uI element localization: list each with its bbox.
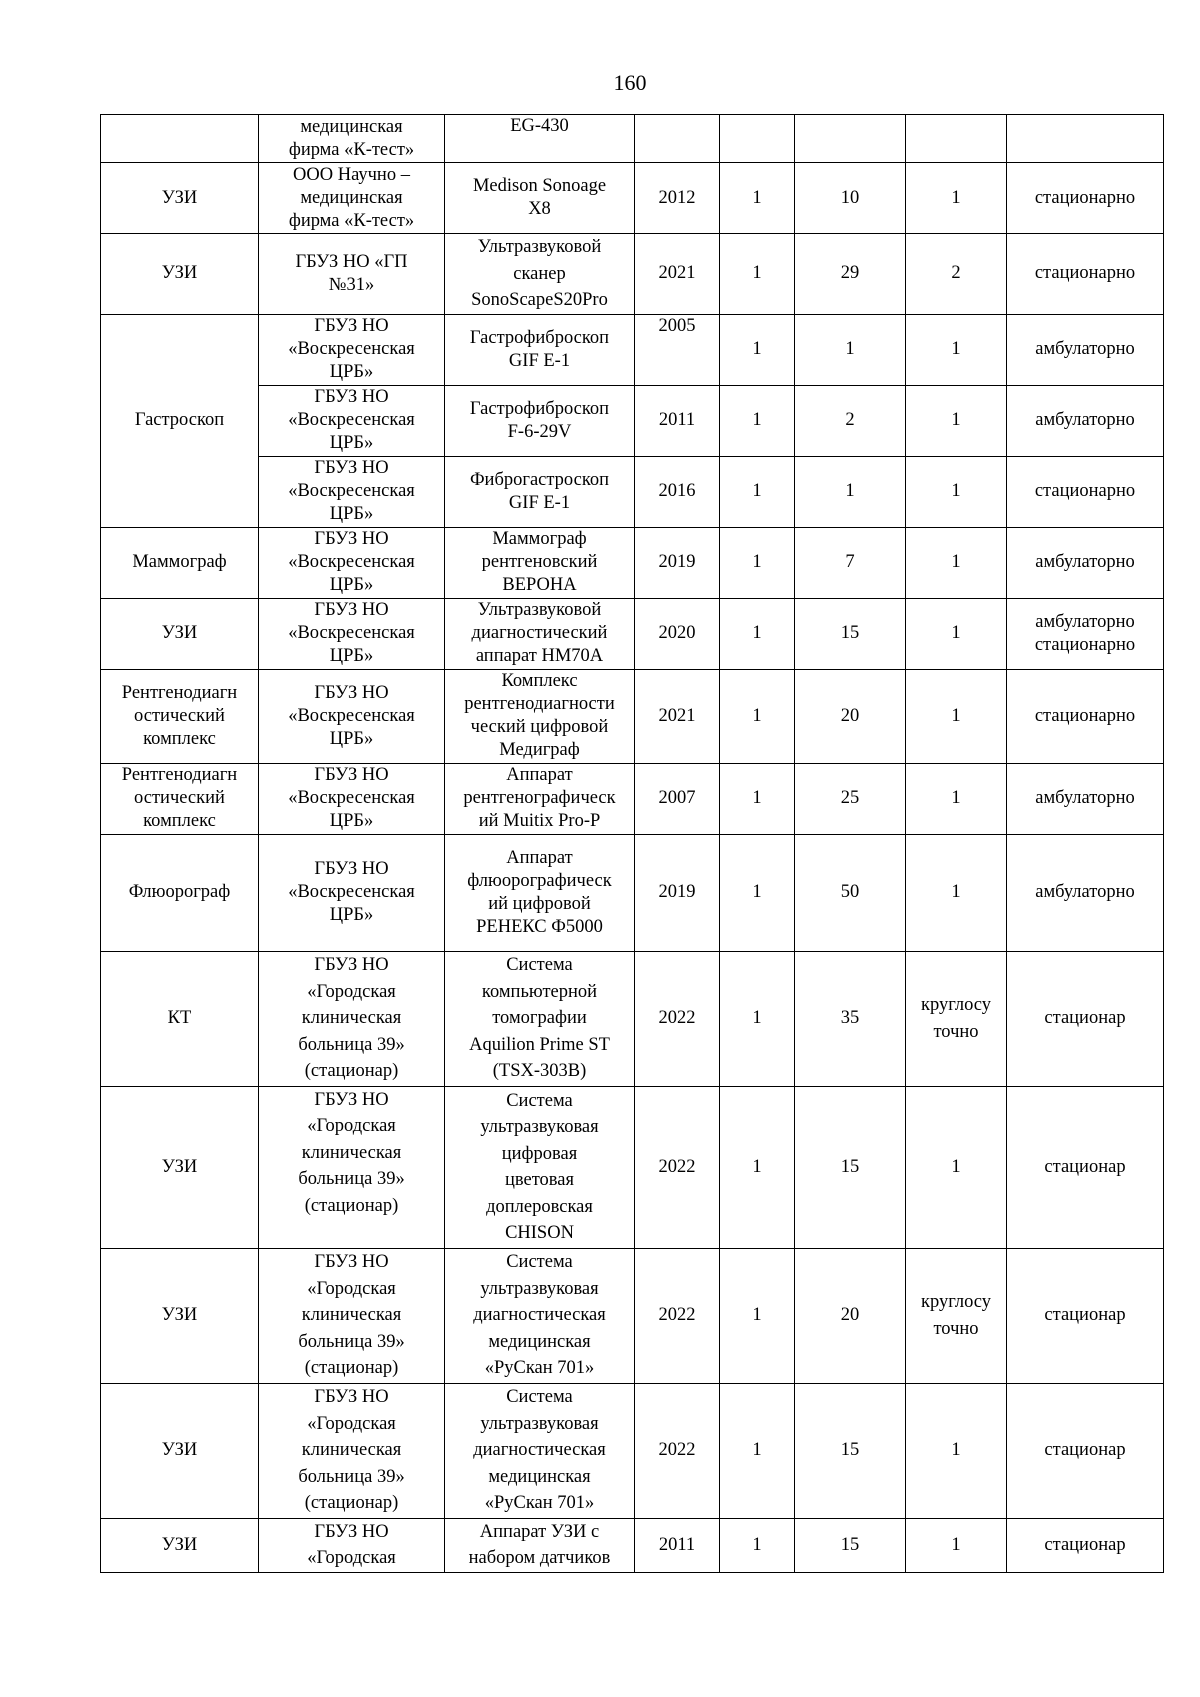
cell-type: УЗИ bbox=[101, 1383, 259, 1518]
cell-load: 7 bbox=[795, 527, 906, 598]
cell-shifts bbox=[906, 115, 1007, 163]
table-row bbox=[101, 314, 1164, 385]
cell-type: УЗИ bbox=[101, 234, 259, 315]
cell-count: 1 bbox=[720, 385, 795, 456]
cell-year bbox=[635, 115, 720, 163]
cell-mode: стационар bbox=[1007, 1248, 1164, 1383]
cell-model: EG-430 bbox=[445, 115, 635, 163]
cell-mode: стационарно bbox=[1007, 669, 1164, 763]
cell-shifts: 1 bbox=[906, 598, 1007, 669]
table-row bbox=[101, 1518, 1164, 1572]
cell-shifts: 2 bbox=[906, 234, 1007, 315]
cell-mode: стационар bbox=[1007, 1086, 1164, 1248]
cell-count: 1 bbox=[720, 1383, 795, 1518]
cell-mode: амбулаторно bbox=[1007, 763, 1164, 834]
cell-model: Система компьютерной томографии Aquilion Prime ST (TSX-303B) bbox=[445, 951, 635, 1086]
cell-model: Система ультразвуковая цифровая цветовая доплеровская CHISON bbox=[445, 1086, 635, 1248]
cell-type: УЗИ bbox=[101, 598, 259, 669]
table-row bbox=[101, 1248, 1164, 1383]
cell-count: 1 bbox=[720, 598, 795, 669]
cell-mode: стационар bbox=[1007, 1518, 1164, 1572]
cell-model: Гастрофиброскоп GIF E-1 bbox=[445, 314, 635, 385]
table-row bbox=[101, 385, 1164, 456]
cell-year: 2012 bbox=[635, 163, 720, 234]
cell-mode bbox=[1007, 115, 1164, 163]
cell-load: 15 bbox=[795, 1383, 906, 1518]
cell-year: 2019 bbox=[635, 527, 720, 598]
cell-shifts: круглосу точно bbox=[906, 951, 1007, 1086]
cell-type: Рентгенодиагн остический комплекс bbox=[101, 669, 259, 763]
cell-type: Гастроскоп bbox=[101, 314, 259, 527]
cell-type: Рентгенодиагн остический комплекс bbox=[101, 763, 259, 834]
cell-org: ГБУЗ НО «Городская bbox=[259, 1518, 445, 1572]
cell-model: Фиброгастроскоп GIF E-1 bbox=[445, 456, 635, 527]
cell-mode: амбулаторно bbox=[1007, 527, 1164, 598]
cell-load: 35 bbox=[795, 951, 906, 1086]
cell-org: ГБУЗ НО «Воскресенская ЦРБ» bbox=[259, 385, 445, 456]
cell-type: Флюорограф bbox=[101, 834, 259, 951]
cell-org: ГБУЗ НО «Воскресенская ЦРБ» bbox=[259, 527, 445, 598]
cell-shifts: 1 bbox=[906, 1383, 1007, 1518]
cell-shifts: 1 bbox=[906, 763, 1007, 834]
cell-count: 1 bbox=[720, 1518, 795, 1572]
cell-count: 1 bbox=[720, 951, 795, 1086]
page-number: 160 bbox=[613, 70, 647, 95]
cell-mode: амбулаторно bbox=[1007, 385, 1164, 456]
cell-load: 20 bbox=[795, 1248, 906, 1383]
cell-count: 1 bbox=[720, 834, 795, 951]
cell-load: 25 bbox=[795, 763, 906, 834]
table-row bbox=[101, 234, 1164, 315]
cell-load: 15 bbox=[795, 598, 906, 669]
cell-count: 1 bbox=[720, 163, 795, 234]
cell-org: ГБУЗ НО «Городская клиническая больница 39» (стационар) bbox=[259, 1248, 445, 1383]
cell-shifts: 1 bbox=[906, 1518, 1007, 1572]
cell-type: КТ bbox=[101, 951, 259, 1086]
table-row bbox=[101, 763, 1164, 834]
cell-model: Комплекс рентгенодиагности ческий цифровой Медиграф bbox=[445, 669, 635, 763]
cell-count: 1 bbox=[720, 1086, 795, 1248]
equipment-table bbox=[100, 114, 1164, 1573]
table-row bbox=[101, 163, 1164, 234]
cell-load: 15 bbox=[795, 1518, 906, 1572]
cell-mode: стационарно bbox=[1007, 163, 1164, 234]
cell-type: Маммограф bbox=[101, 527, 259, 598]
cell-year: 2007 bbox=[635, 763, 720, 834]
cell-count: 1 bbox=[720, 1248, 795, 1383]
cell-year: 2022 bbox=[635, 1383, 720, 1518]
cell-shifts: 1 bbox=[906, 385, 1007, 456]
cell-model: Маммограф рентгеновский ВЕРОНА bbox=[445, 527, 635, 598]
cell-year: 2011 bbox=[635, 1518, 720, 1572]
cell-mode: стационарно bbox=[1007, 456, 1164, 527]
cell-year: 2020 bbox=[635, 598, 720, 669]
cell-model: Аппарат рентгенографическ ий Muitix Pro-P bbox=[445, 763, 635, 834]
cell-org: ГБУЗ НО «Воскресенская ЦРБ» bbox=[259, 834, 445, 951]
cell-org: ГБУЗ НО «Воскресенская ЦРБ» bbox=[259, 456, 445, 527]
cell-year: 2022 bbox=[635, 1248, 720, 1383]
cell-org: ООО Научно – медицинская фирма «К-тест» bbox=[259, 163, 445, 234]
cell-year: 2021 bbox=[635, 669, 720, 763]
cell-count: 1 bbox=[720, 314, 795, 385]
cell-year: 2022 bbox=[635, 1086, 720, 1248]
cell-load: 20 bbox=[795, 669, 906, 763]
table-row bbox=[101, 456, 1164, 527]
cell-org: ГБУЗ НО «Воскресенская ЦРБ» bbox=[259, 763, 445, 834]
table-row bbox=[101, 1086, 1164, 1248]
cell-mode: амбулаторно bbox=[1007, 314, 1164, 385]
cell-shifts: 1 bbox=[906, 456, 1007, 527]
cell-shifts: 1 bbox=[906, 834, 1007, 951]
cell-load: 29 bbox=[795, 234, 906, 315]
cell-model: Аппарат флюорографическ ий цифровой РЕНЕКС Ф5000 bbox=[445, 834, 635, 951]
cell-load: 1 bbox=[795, 456, 906, 527]
cell-model: Гастрофиброскоп F-6-29V bbox=[445, 385, 635, 456]
cell-year: 2022 bbox=[635, 951, 720, 1086]
cell-model: Medison Sonoage X8 bbox=[445, 163, 635, 234]
cell-shifts: 1 bbox=[906, 163, 1007, 234]
cell-load: 15 bbox=[795, 1086, 906, 1248]
cell-org: ГБУЗ НО «Воскресенская ЦРБ» bbox=[259, 669, 445, 763]
cell-type: УЗИ bbox=[101, 1086, 259, 1248]
cell-model: Ультразвуковой диагностический аппарат HM70A bbox=[445, 598, 635, 669]
table-row bbox=[101, 669, 1164, 763]
cell-model: Система ультразвуковая диагностическая медицинская «РуСкан 701» bbox=[445, 1383, 635, 1518]
cell-shifts: 1 bbox=[906, 1086, 1007, 1248]
cell-year: 2019 bbox=[635, 834, 720, 951]
cell-org: ГБУЗ НО «Воскресенская ЦРБ» bbox=[259, 598, 445, 669]
cell-load: 50 bbox=[795, 834, 906, 951]
cell-year: 2016 bbox=[635, 456, 720, 527]
cell-type: УЗИ bbox=[101, 163, 259, 234]
cell-count: 1 bbox=[720, 527, 795, 598]
cell-org: ГБУЗ НО «Воскресенская ЦРБ» bbox=[259, 314, 445, 385]
table-row bbox=[101, 834, 1164, 951]
cell-mode: амбулаторно стационарно bbox=[1007, 598, 1164, 669]
cell-mode: стационар bbox=[1007, 1383, 1164, 1518]
cell-year: 2011 bbox=[635, 385, 720, 456]
cell-load bbox=[795, 115, 906, 163]
cell-org: медицинская фирма «К-тест» bbox=[259, 115, 445, 163]
cell-shifts: 1 bbox=[906, 669, 1007, 763]
table-row bbox=[101, 1383, 1164, 1518]
cell-model: Система ультразвуковая диагностическая медицинская «РуСкан 701» bbox=[445, 1248, 635, 1383]
cell-org: ГБУЗ НО «ГП №31» bbox=[259, 234, 445, 315]
cell-load: 1 bbox=[795, 314, 906, 385]
cell-year: 2021 bbox=[635, 234, 720, 315]
cell-year: 2005 bbox=[635, 314, 720, 385]
cell-mode: стационар bbox=[1007, 951, 1164, 1086]
table-row bbox=[101, 527, 1164, 598]
cell-count: 1 bbox=[720, 234, 795, 315]
table-row bbox=[101, 951, 1164, 1086]
cell-shifts: 1 bbox=[906, 314, 1007, 385]
table-row bbox=[101, 598, 1164, 669]
cell-load: 10 bbox=[795, 163, 906, 234]
cell-mode: амбулаторно bbox=[1007, 834, 1164, 951]
cell-shifts: круглосу точно bbox=[906, 1248, 1007, 1383]
cell-count: 1 bbox=[720, 763, 795, 834]
cell-type: УЗИ bbox=[101, 1248, 259, 1383]
table-row bbox=[101, 115, 1164, 163]
cell-org: ГБУЗ НО «Городская клиническая больница 39» (стационар) bbox=[259, 1383, 445, 1518]
cell-org: ГБУЗ НО «Городская клиническая больница 39» (стационар) bbox=[259, 951, 445, 1086]
cell-load: 2 bbox=[795, 385, 906, 456]
cell-type: УЗИ bbox=[101, 1518, 259, 1572]
cell-count: 1 bbox=[720, 456, 795, 527]
cell-org: ГБУЗ НО «Городская клиническая больница 39» (стационар) bbox=[259, 1086, 445, 1248]
cell-model: Ультразвуковой сканер SonoScapeS20Pro bbox=[445, 234, 635, 315]
cell-type bbox=[101, 115, 259, 163]
cell-mode: стационарно bbox=[1007, 234, 1164, 315]
cell-model: Аппарат УЗИ с набором датчиков bbox=[445, 1518, 635, 1572]
cell-count: 1 bbox=[720, 669, 795, 763]
cell-count bbox=[720, 115, 795, 163]
cell-shifts: 1 bbox=[906, 527, 1007, 598]
